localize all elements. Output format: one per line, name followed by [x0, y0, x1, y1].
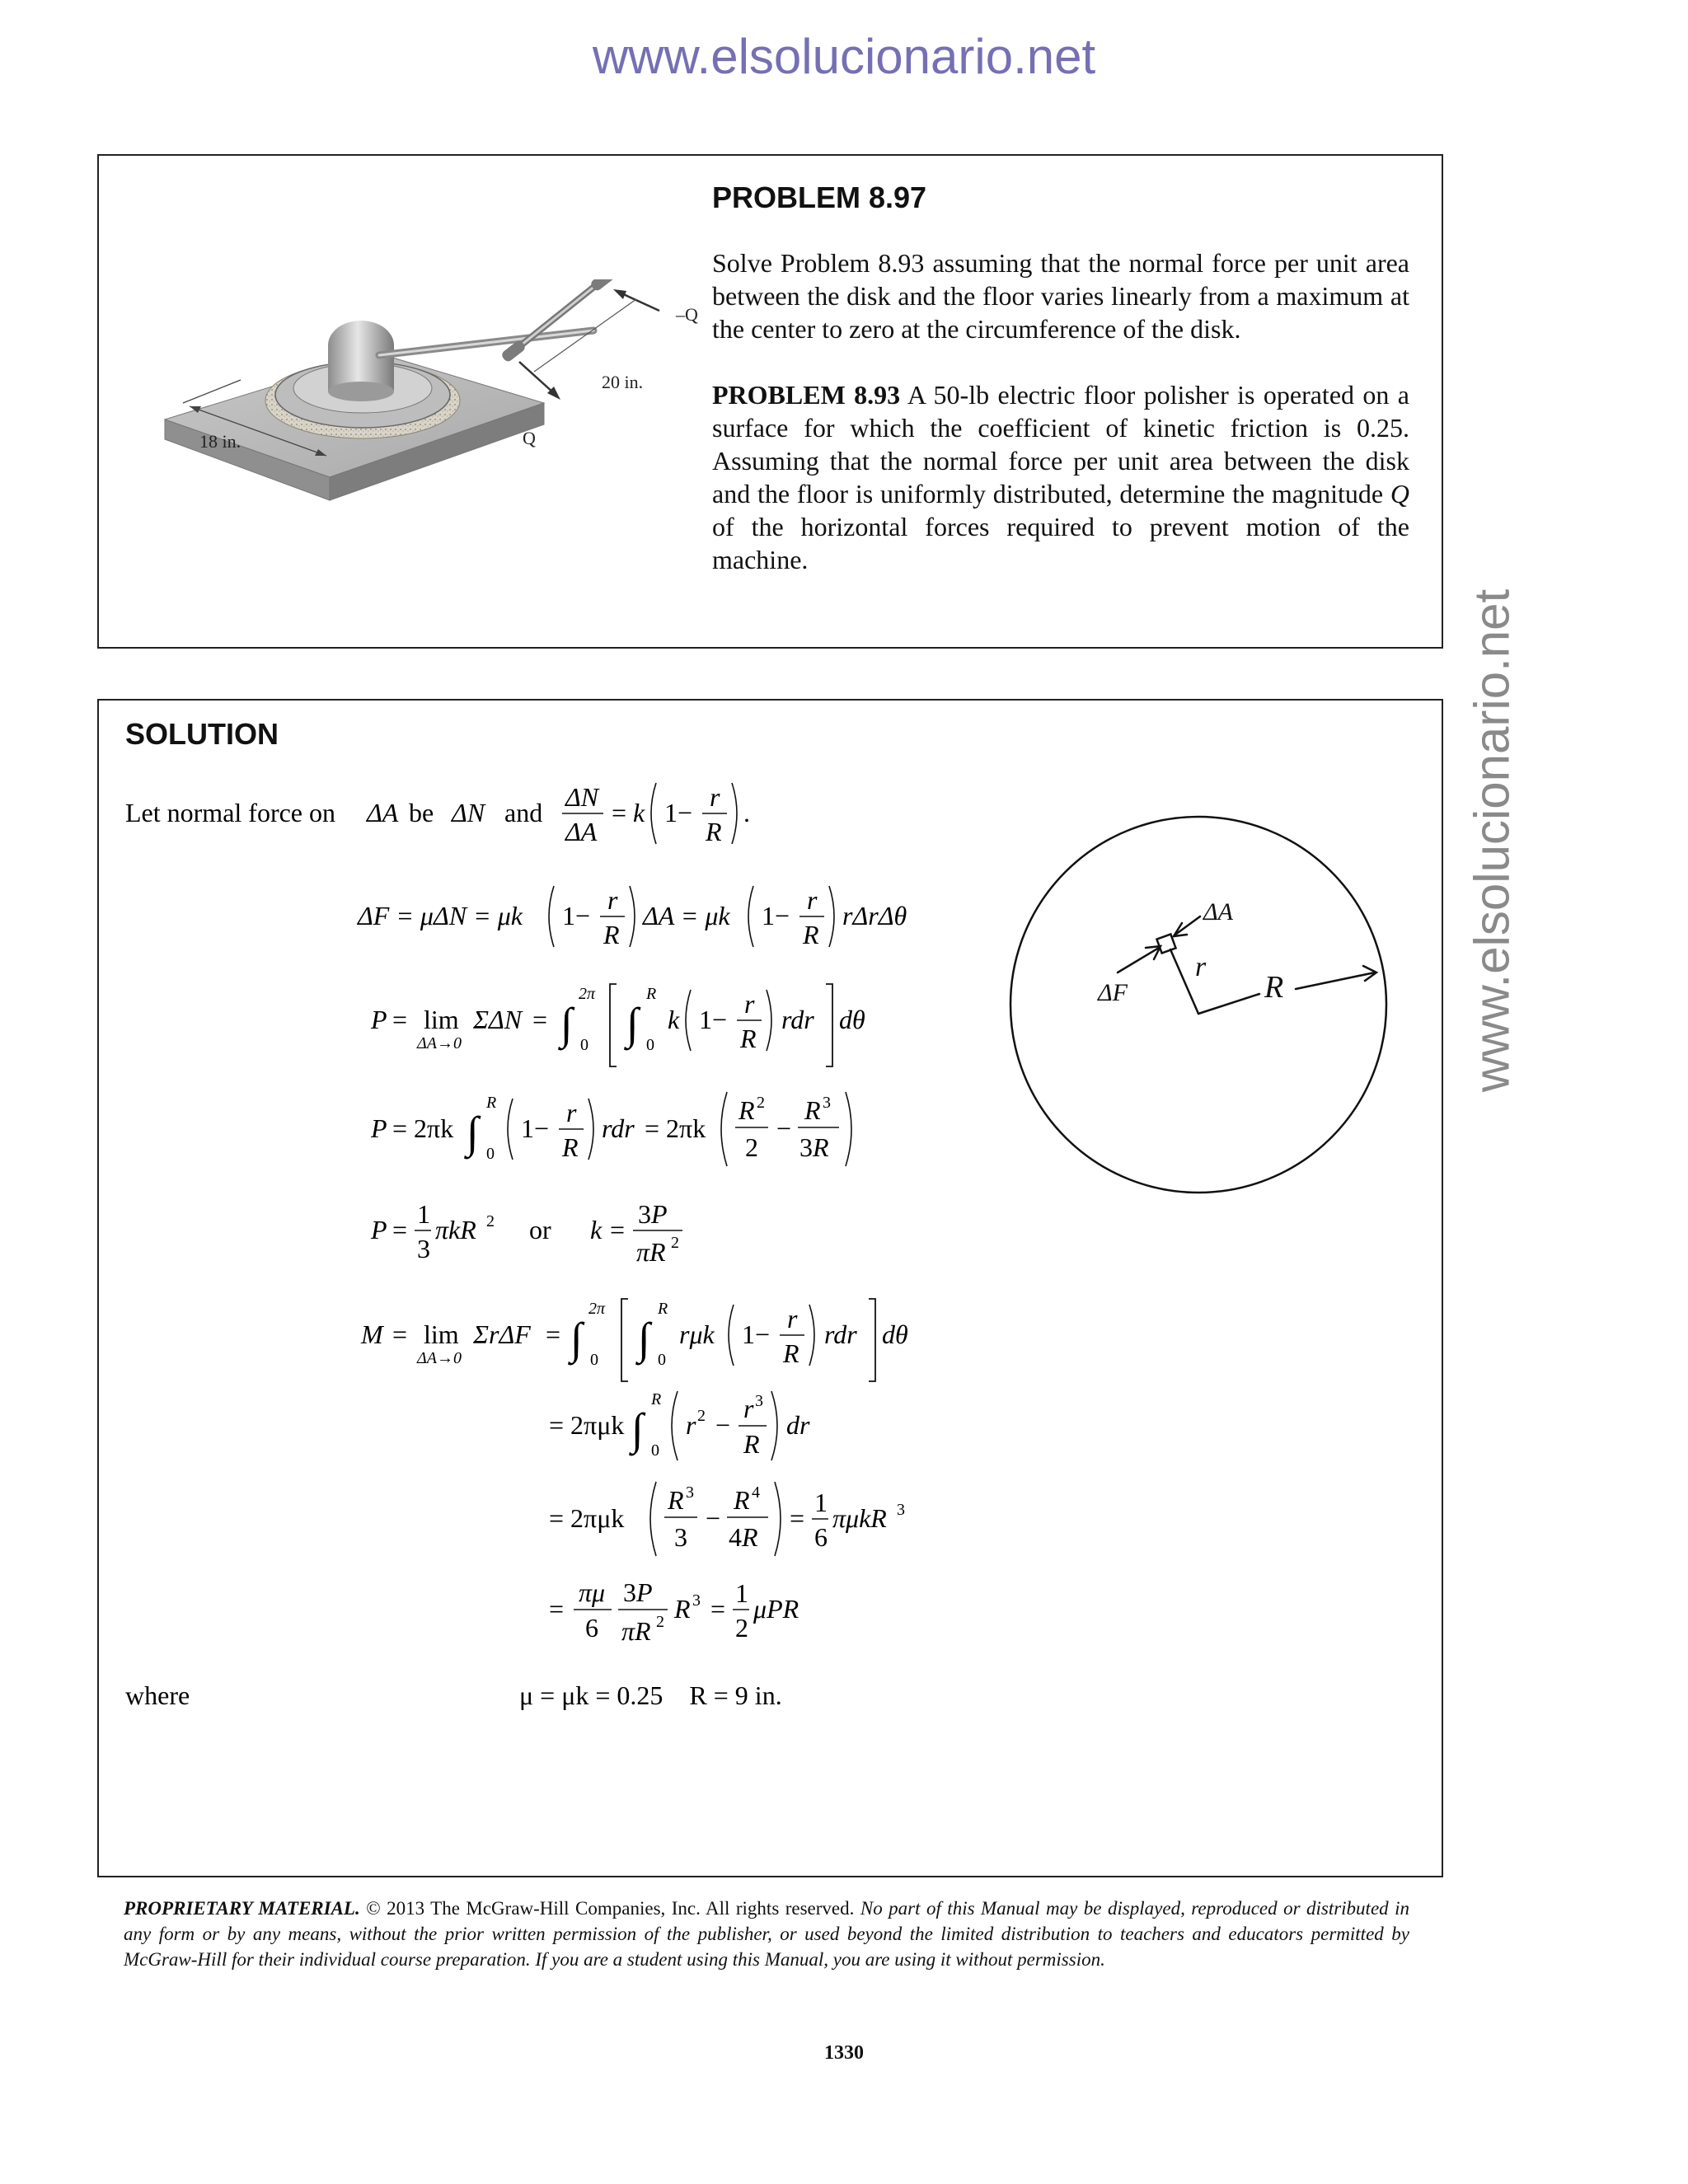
- sketch-label-R: R: [1264, 970, 1284, 1005]
- footer-proprietary-label: PROPRIETARY MATERIAL.: [124, 1898, 360, 1919]
- svg-text:∫: ∫: [560, 999, 573, 1048]
- svg-text:3: 3: [692, 1591, 701, 1610]
- floor-polisher-figure: [132, 279, 758, 593]
- svg-text:ΣΔN: ΣΔN: [473, 1005, 523, 1034]
- reference-problem-label: PROBLEM 8.93: [712, 380, 901, 410]
- svg-text:R: R: [603, 920, 620, 949]
- svg-text:3P: 3P: [638, 1199, 668, 1229]
- svg-text:R: R: [734, 1485, 750, 1515]
- svg-text:lim: lim: [424, 1319, 459, 1349]
- where-word: where: [125, 1680, 190, 1710]
- svg-text:πμ: πμ: [579, 1577, 606, 1607]
- sketch-label-delta-f: ΔF: [1098, 979, 1128, 1006]
- svg-text:P: P: [371, 1113, 387, 1143]
- svg-text:r: r: [743, 1394, 754, 1423]
- figure-label-20in: 20 in.: [602, 372, 644, 392]
- svg-text:R: R: [651, 1390, 662, 1408]
- svg-text:R: R: [804, 1095, 821, 1125]
- svg-text:R: R: [783, 1338, 799, 1368]
- svg-text:r: r: [607, 885, 618, 915]
- sketch-label-r: r: [1195, 952, 1207, 982]
- svg-text:2: 2: [757, 1094, 765, 1112]
- svg-text:πμkR: πμkR: [832, 1503, 887, 1533]
- svg-text:r: r: [710, 782, 720, 812]
- reference-problem-text-b: of the horizontal forces required to prevent motion of the machine.: [712, 512, 1409, 574]
- svg-text:3: 3: [755, 1392, 763, 1410]
- equation-m-step1: [549, 1390, 810, 1460]
- svg-text:k: k: [590, 1215, 603, 1244]
- svg-text:r: r: [566, 1098, 577, 1127]
- svg-text:−: −: [776, 1113, 792, 1143]
- intro-text-c: and: [504, 798, 543, 827]
- svg-text:∫: ∫: [570, 1314, 583, 1363]
- figure-label-q: Q: [523, 428, 536, 448]
- svg-text:r: r: [744, 989, 755, 1019]
- svg-text:6: 6: [814, 1522, 828, 1552]
- svg-text:3: 3: [823, 1094, 831, 1112]
- svg-text:−: −: [715, 1410, 731, 1440]
- svg-text:=: =: [610, 1215, 626, 1244]
- svg-text:R: R: [743, 1429, 760, 1459]
- svg-text:2π: 2π: [579, 985, 596, 1003]
- footer-permission-notice: No part of this Manual may be displayed, reproduced or distributed in any form or by any means, without the prior written permission of the publisher, or used beyond the limited distribution to teachers and educators permitted by McGraw-Hill for their individual course preparation. If you are a student using this Manual, you are using it without permission.: [124, 1898, 1410, 1970]
- svg-text:1−: 1−: [762, 901, 790, 930]
- svg-text:= 2πμk: = 2πμk: [549, 1503, 625, 1533]
- svg-text:0: 0: [580, 1036, 588, 1054]
- intro-text-a: Let normal force on: [125, 798, 335, 827]
- svg-text:1: 1: [735, 1578, 748, 1608]
- copyright-footer: [124, 1896, 1409, 1972]
- svg-text:= 2πk: = 2πk: [392, 1113, 454, 1143]
- figure-label-neg-q: –Q: [676, 304, 698, 325]
- svg-text:ΔN: ΔN: [452, 798, 485, 827]
- svg-text:R: R: [674, 1594, 691, 1624]
- svg-text:1−: 1−: [699, 1005, 728, 1034]
- page-number: 1330: [824, 2042, 864, 2064]
- svg-text:r: r: [787, 1304, 798, 1333]
- svg-text:P: P: [371, 1005, 387, 1034]
- svg-text:=: =: [549, 1594, 565, 1624]
- svg-text:ΔA→0: ΔA→0: [417, 1349, 462, 1367]
- svg-text:−: −: [706, 1503, 721, 1533]
- svg-text:0: 0: [486, 1145, 495, 1163]
- svg-text:4: 4: [752, 1483, 760, 1502]
- problem-title: PROBLEM 8.97: [712, 180, 927, 214]
- svg-text:πR: πR: [636, 1237, 666, 1267]
- svg-text:0: 0: [646, 1036, 654, 1054]
- svg-text:=: =: [546, 1319, 561, 1349]
- svg-text:4R: 4R: [729, 1522, 758, 1552]
- svg-text:ΔF = μΔN = μk: ΔF = μΔN = μk: [358, 901, 523, 930]
- svg-text:3: 3: [897, 1501, 905, 1519]
- intro-text-b: be: [409, 798, 434, 827]
- svg-text:0: 0: [658, 1351, 666, 1369]
- svg-text:rdr: rdr: [602, 1113, 635, 1143]
- svg-text:3R: 3R: [799, 1132, 829, 1162]
- svg-text:πkR: πkR: [435, 1215, 476, 1244]
- given-values-text: μ = μk = 0.25 R = 9 in.: [519, 1680, 782, 1710]
- svg-text:r: r: [686, 1410, 696, 1440]
- svg-text:∫: ∫: [467, 1108, 479, 1157]
- svg-text:ΔA = μk: ΔA = μk: [643, 901, 730, 930]
- svg-text:R: R: [646, 985, 657, 1003]
- svg-text:lim: lim: [424, 1005, 459, 1034]
- svg-text:ΔA: ΔA: [367, 798, 399, 827]
- svg-text:3: 3: [686, 1483, 694, 1502]
- watermark-side: www.elsolucionario.net: [1464, 588, 1520, 1093]
- equation-k: [370, 1199, 682, 1267]
- svg-text:= 2πμk: = 2πμk: [549, 1410, 625, 1440]
- solution-box: [97, 699, 1443, 1877]
- svg-text:2: 2: [656, 1613, 664, 1631]
- sketch-label-delta-a: ΔA: [1203, 898, 1233, 926]
- problem-box: [97, 154, 1443, 649]
- svg-text:ΔN: ΔN: [565, 782, 599, 812]
- svg-text:3P: 3P: [623, 1577, 653, 1607]
- equation-p-evaluated: [370, 1092, 851, 1166]
- svg-text:R: R: [486, 1094, 497, 1112]
- or-word: or: [529, 1215, 551, 1244]
- given-values: [125, 1680, 782, 1710]
- svg-text:= 2πk: = 2πk: [645, 1113, 706, 1143]
- svg-text:dθ: dθ: [839, 1005, 865, 1034]
- svg-text:rμk: rμk: [679, 1319, 715, 1349]
- svg-text:2: 2: [735, 1613, 748, 1643]
- figure-label-18in: 18 in.: [199, 431, 241, 452]
- svg-text:=: =: [392, 1319, 408, 1349]
- equation-m-integral: [360, 1299, 908, 1381]
- svg-text:3: 3: [417, 1234, 430, 1263]
- svg-text:2: 2: [486, 1212, 495, 1230]
- svg-text:2: 2: [697, 1407, 706, 1425]
- svg-text:∫: ∫: [638, 1314, 650, 1363]
- svg-text:∫: ∫: [631, 1404, 644, 1454]
- reference-problem: [712, 378, 1409, 576]
- svg-text:2: 2: [671, 1234, 679, 1252]
- svg-text:1−: 1−: [664, 798, 693, 827]
- svg-text:3: 3: [674, 1522, 687, 1552]
- svg-text:.: .: [743, 798, 750, 827]
- svg-text:R: R: [562, 1132, 579, 1162]
- problem-text: [712, 180, 1409, 576]
- svg-text:6: 6: [585, 1613, 598, 1643]
- reference-problem-q: Q: [1390, 479, 1409, 509]
- svg-text:=: =: [392, 1005, 408, 1034]
- svg-text:M: M: [361, 1319, 383, 1349]
- svg-text:=: =: [392, 1215, 408, 1244]
- intro-line: [125, 782, 750, 846]
- svg-text:k: k: [668, 1005, 680, 1034]
- svg-text:1−: 1−: [521, 1113, 550, 1143]
- svg-text:ΔA→0: ΔA→0: [417, 1034, 462, 1052]
- equation-delta-f: [356, 885, 907, 949]
- svg-text:=: =: [710, 1594, 726, 1624]
- svg-text:=: =: [612, 798, 627, 827]
- reference-problem-text-a: A 50-lb electric floor polisher is operated on a surface for which the coefficient of kinetic friction is 0.25. Assuming that the normal force per unit area between the disk and the floor is uniformly distributed, determine the magnitude: [712, 380, 1410, 509]
- svg-text:rdr: rdr: [824, 1319, 857, 1349]
- disk-sketch: [1010, 817, 1386, 1193]
- problem-statement: Solve Problem 8.93 assuming that the normal force per unit area between the disk and the floor varies linearly from a maximum at the center to zero at the circumference of the disk.: [712, 248, 1409, 344]
- svg-text:R: R: [706, 817, 722, 846]
- svg-text:=: =: [532, 1005, 548, 1034]
- svg-text:ΣrΔF: ΣrΔF: [473, 1319, 531, 1349]
- svg-text:1−: 1−: [562, 901, 591, 930]
- svg-text:dr: dr: [786, 1410, 810, 1440]
- watermark-top: www.elsolucionario.net: [592, 29, 1096, 84]
- svg-text:0: 0: [590, 1351, 598, 1369]
- svg-text:ΔA: ΔA: [565, 817, 598, 846]
- svg-text:R: R: [803, 920, 819, 949]
- svg-text:∫: ∫: [626, 999, 639, 1048]
- svg-text:=: =: [790, 1503, 805, 1533]
- solution-title: SOLUTION: [125, 717, 279, 751]
- solution-equations: [99, 701, 1445, 1879]
- svg-text:1−: 1−: [742, 1319, 771, 1349]
- svg-text:rΔrΔθ: rΔrΔθ: [842, 901, 907, 930]
- equation-p-integral: [370, 984, 865, 1066]
- svg-text:dθ: dθ: [882, 1319, 908, 1349]
- footer-copyright: © 2013 The McGraw-Hill Companies, Inc. All rights reserved.: [359, 1898, 855, 1919]
- svg-text:1: 1: [814, 1488, 828, 1517]
- svg-text:2: 2: [745, 1132, 758, 1162]
- equation-m-final: [549, 1577, 799, 1646]
- svg-text:2π: 2π: [588, 1300, 606, 1318]
- svg-text:R: R: [740, 1024, 757, 1053]
- svg-text:P: P: [371, 1215, 387, 1244]
- svg-text:k: k: [633, 798, 645, 827]
- svg-text:μPR: μPR: [753, 1594, 799, 1624]
- svg-text:R: R: [738, 1095, 755, 1125]
- svg-text:0: 0: [651, 1441, 659, 1460]
- equation-m-step2: [549, 1482, 905, 1556]
- svg-text:r: r: [807, 885, 818, 915]
- svg-text:R: R: [668, 1485, 684, 1515]
- svg-text:πR: πR: [621, 1616, 651, 1646]
- svg-text:rdr: rdr: [781, 1005, 814, 1034]
- svg-text:1: 1: [417, 1199, 430, 1229]
- svg-text:R: R: [658, 1300, 668, 1318]
